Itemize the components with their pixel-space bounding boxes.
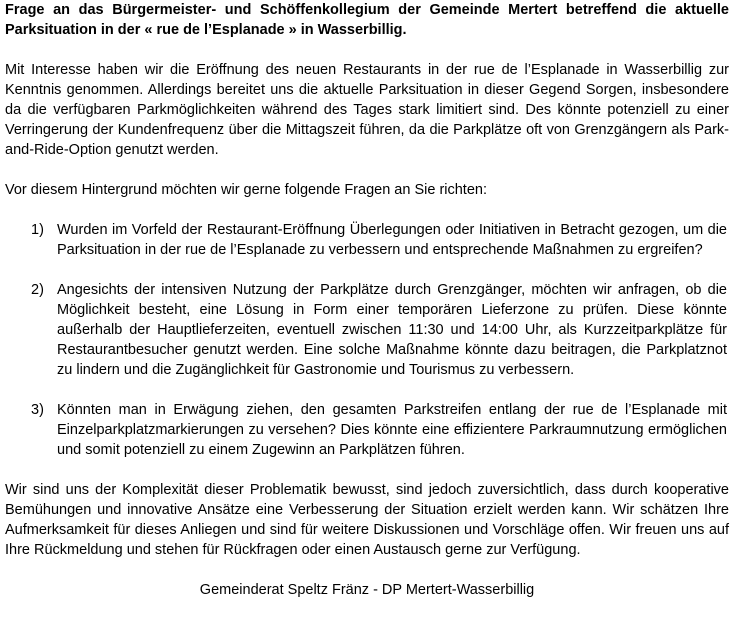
closing-paragraph: Wir sind uns der Komplexität dieser Problematik bewusst, sind jedoch zuversichtlich, dass durch kooperative Bemühungen und innovative Ansätze eine Verbesserung der Situation erzielt werden kann. Wir schätzen Ihre Aufmerksamkeit für dieses Anliegen und sind für weitere Diskussionen und Vorschläge offen. Wir freuen uns auf Ihre Rückmeldung und stehen für Rückfragen oder einen Austausch gerne zur Verfügung. bbox=[5, 482, 729, 558]
question-text: Könnten man in Erwägung ziehen, den gesamten Parkstreifen entlang der rue de l’Esplanade mit Einzelparkplatzmarkierungen zu versehen? Dies könnte eine effizientere Parkraumnutzung ermöglichen und somit potenziell zu einem Zugewinn an Parkplätzen führen. bbox=[57, 402, 727, 458]
question-item-3 bbox=[5, 400, 729, 460]
document-page bbox=[5, 0, 729, 615]
question-number: 1) bbox=[31, 222, 44, 238]
document-title: Frage an das Bürgermeister- und Schöffenkollegium der Gemeinde Mertert betreffend die aktuelle Parksituation in der « rue de l’Esplanade » in Wasserbillig. bbox=[5, 2, 729, 38]
question-number: 2) bbox=[31, 282, 44, 298]
lead-paragraph: Vor diesem Hintergrund möchten wir gerne folgende Fragen an Sie richten: bbox=[5, 182, 487, 198]
question-text: Angesichts der intensiven Nutzung der Parkplätze durch Grenzgänger, möchten wir anfragen, ob die Möglichkeit besteht, eine Lösung in Form einer temporären Lieferzone zu prüfen. Diese könnte außerhalb der Hauptlieferzeiten, eventuell zwischen 11:30 und 14:00 Uhr, als Kurzzeitparkplätze für Restaurantbesucher genutzt werden. Eine solche Maßnahme könnte dazu beitragen, die Parkplatznot zu lindern und die Zugänglichkeit für Gastronomie und Tourismus zu verbessern. bbox=[57, 282, 727, 378]
question-text: Wurden im Vorfeld der Restaurant-Eröffnung Überlegungen oder Initiativen in Betracht gezogen, um die Parksituation in der rue de l’Esplanade zu verbessern und entsprechende Maßnahmen zu ergreifen? bbox=[57, 222, 727, 258]
signature-line: Gemeinderat Speltz Fränz - DP Mertert-Wasserbillig bbox=[199, 582, 535, 598]
question-number: 3) bbox=[31, 402, 44, 418]
question-list bbox=[5, 220, 729, 460]
question-item-2 bbox=[5, 280, 729, 380]
question-item-1 bbox=[5, 220, 729, 260]
intro-paragraph: Mit Interesse haben wir die Eröffnung des neuen Restaurants in der rue de l’Esplanade in Wasserbillig zur Kenntnis genommen. Allerdings bereitet uns die aktuelle Parksituation in dieser Gegend Sorgen, insbesondere da die verfügbaren Parkmöglichkeiten während des Tages stark limitiert sind. Des könnte potenziell zu einer Verringerung der Kundenfrequenz über die Mittagszeit führen, da die Parkplätze oft von Grenzgängern als Park-and-Ride-Option genutzt werden. bbox=[5, 62, 729, 158]
